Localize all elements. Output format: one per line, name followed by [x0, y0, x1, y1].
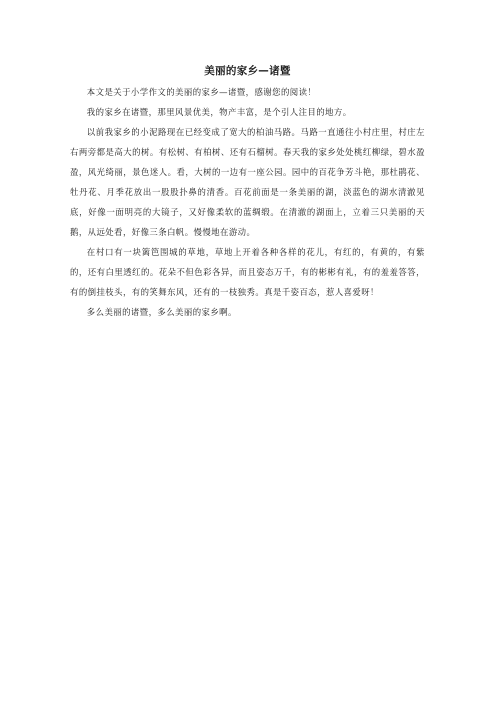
document-body	[70, 64, 425, 322]
document-title: 美丽的家乡—诸暨	[204, 65, 291, 77]
paragraph-road-and-park: 以前我家乡的小泥路现在已经变成了宽大的柏油马路。马路一直通往小村庄里，村庄左右两旁都是高大的树。有松树、有柏树、还有石榴树。春天我的家乡处处桃红柳绿，碧水盈盈，风光绮丽，景色迷人。看，大树的一边有一座公园。园中的百花争芳斗艳，那杜鹃花、牡丹花、月季花放出一股股扑鼻的清香。百花前面是一条美丽的湖，淡蓝色的湖水清澈见底，好像一面明亮的大镜子，又好像柔软的蓝绸缎。在清澈的湖面上，立着三只美丽的天鹅，从远处看，好像三条白帆。慢慢地在游动。	[70, 127, 425, 237]
paragraph-hometown: 我的家乡在诸暨，那里风景优美，物产丰富，是个引人注目的地方。	[86, 107, 352, 117]
paragraph-conclusion: 多么美丽的诸暨，多么美丽的家乡啊。	[86, 307, 237, 317]
paragraph-meadow-flowers: 在村口有一块篱笆围城的草地，草地上开着各种各样的花儿，有红的，有黄的，有紫的，还有白里透红的。花朵不但色彩各异，而且姿态万千，有的彬彬有礼，有的羞羞答答，有的倒挂枝头，有的笑舞东风，还有的一枝独秀。真是千姿百态，惹人喜爱呀！	[70, 247, 425, 297]
paragraph-intro: 本文是关于小学作文的美丽的家乡—诸暨，感谢您的阅读！	[86, 87, 317, 97]
